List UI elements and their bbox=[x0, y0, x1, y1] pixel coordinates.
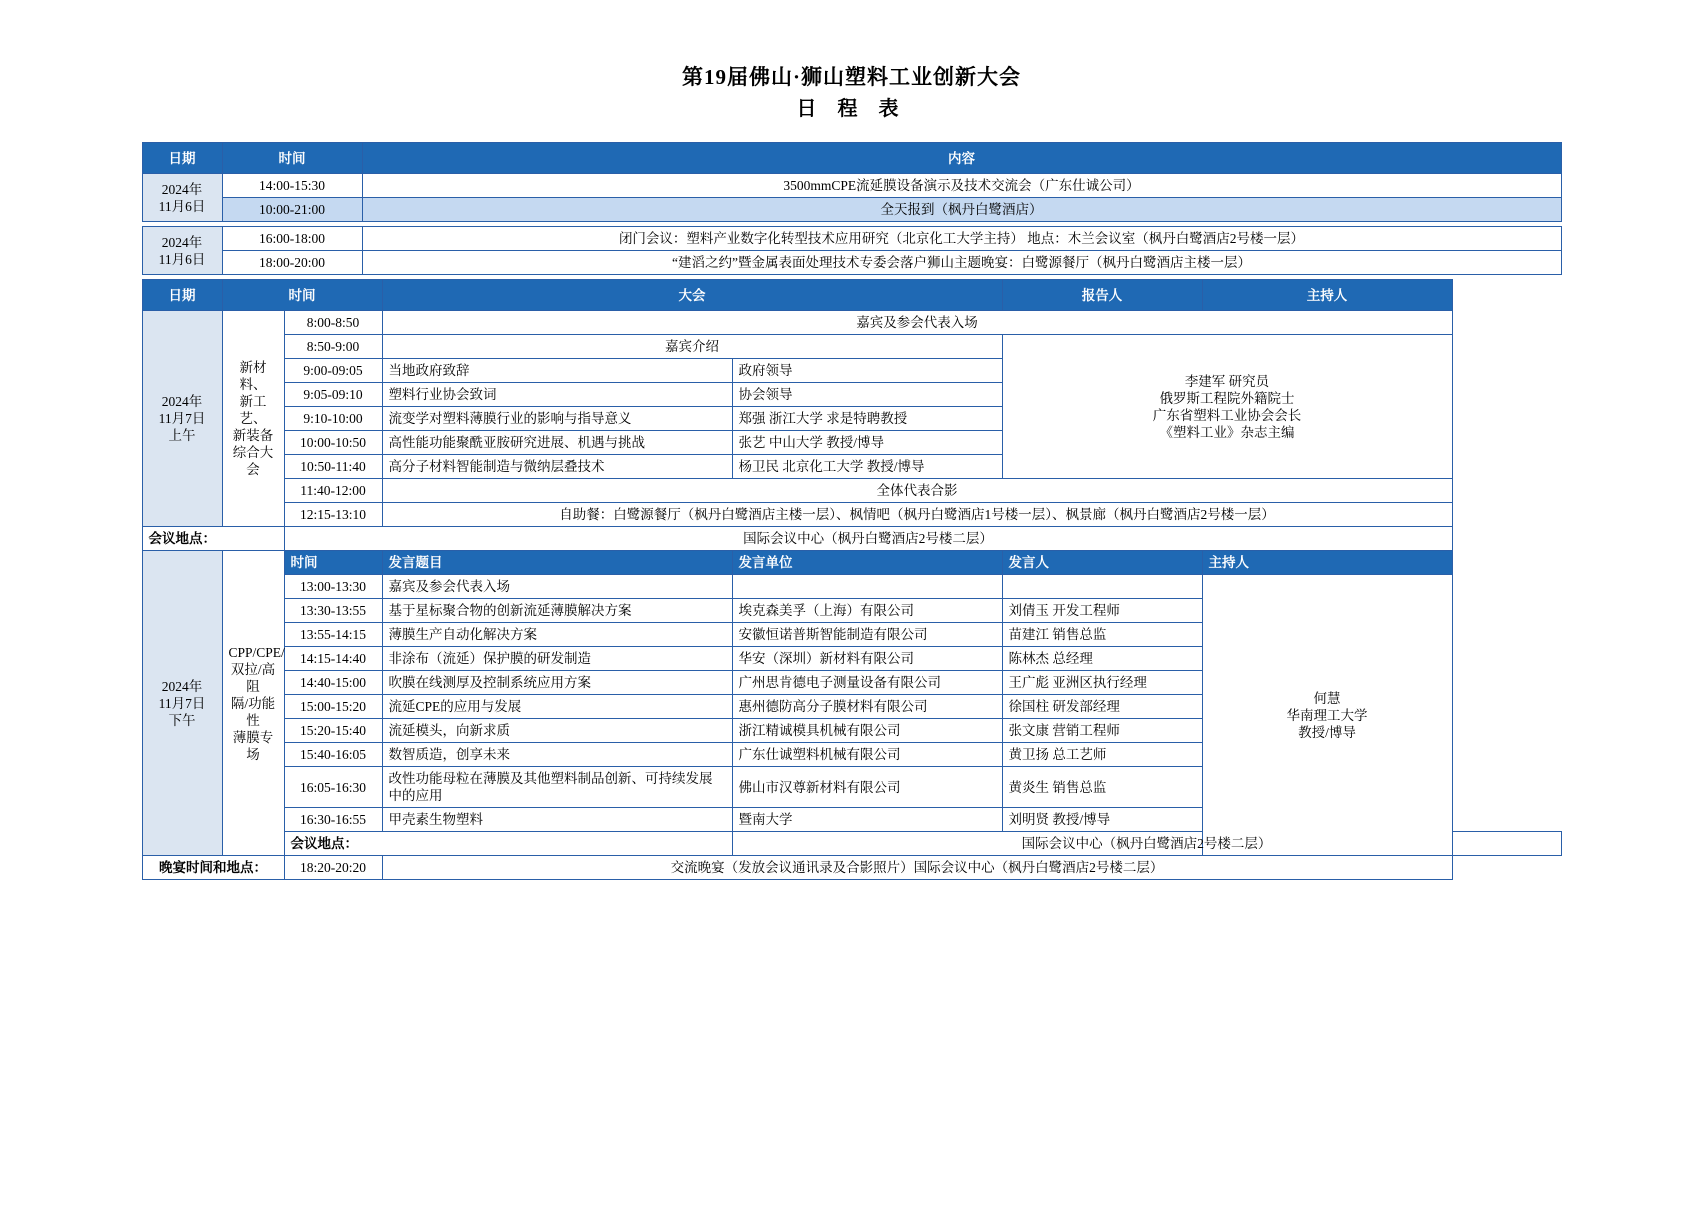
time-cell: 16:00-18:00 bbox=[222, 227, 362, 251]
header-content: 内容 bbox=[362, 143, 1561, 174]
track-label: CPP/CPE/ 双拉/高阻 隔/功能性 薄膜专场 bbox=[222, 551, 284, 856]
org-cell: 惠州德防高分子膜材料有限公司 bbox=[732, 695, 1002, 719]
topic-cell: 流延模头，向新求质 bbox=[382, 719, 732, 743]
table-row bbox=[142, 227, 1561, 251]
banquet-content: 交流晚宴（发放会议通讯录及合影照片）国际会议中心（枫丹白鹭酒店2号楼二层） bbox=[382, 856, 1452, 880]
org-cell: 广东仕诚塑料机械有限公司 bbox=[732, 743, 1002, 767]
time-cell: 10:50-11:40 bbox=[284, 455, 382, 479]
time-cell: 15:40-16:05 bbox=[284, 743, 382, 767]
org-cell: 华安（深圳）新材料有限公司 bbox=[732, 647, 1002, 671]
topic-cell: 当地政府致辞 bbox=[382, 359, 732, 383]
table-row bbox=[142, 251, 1561, 275]
date-line-3: 上午 bbox=[168, 428, 196, 443]
subheader-host: 主持人 bbox=[1202, 551, 1452, 575]
host-line-1: 何慧 bbox=[1313, 690, 1341, 706]
time-cell: 16:05-16:30 bbox=[284, 767, 382, 808]
presenter-cell: 刘倩玉 开发工程师 bbox=[1002, 599, 1202, 623]
presenter-cell bbox=[1002, 575, 1202, 599]
presenter-cell: 张文康 营销工程师 bbox=[1002, 719, 1202, 743]
presenter-cell: 徐国柱 研发部经理 bbox=[1002, 695, 1202, 719]
time-cell: 13:55-14:15 bbox=[284, 623, 382, 647]
speaker-cell: 杨卫民 北京化工大学 教授/博导 bbox=[732, 455, 1002, 479]
banquet-label: 晚宴时间和地点： bbox=[142, 856, 284, 880]
time-cell: 9:10-10:00 bbox=[284, 407, 382, 431]
header-date: 日期 bbox=[142, 280, 222, 311]
time-cell: 8:00-8:50 bbox=[284, 311, 382, 335]
presenter-cell: 黄卫扬 总工艺师 bbox=[1002, 743, 1202, 767]
content-cell: 3500mmCPE流延膜设备演示及技术交流会（广东仕诚公司） bbox=[362, 174, 1561, 198]
subheader-topic: 发言题目 bbox=[382, 551, 732, 575]
host-line-2: 华南理工大学 bbox=[1286, 707, 1368, 723]
table-row-banquet bbox=[142, 856, 1561, 880]
date-cell bbox=[142, 551, 222, 856]
org-cell: 暨南大学 bbox=[732, 808, 1002, 832]
time-cell: 16:30-16:55 bbox=[284, 808, 382, 832]
page-title: 第19届佛山·狮山塑料工业创新大会 bbox=[681, 65, 1021, 89]
date-line-3: 下午 bbox=[168, 712, 196, 728]
date-line-1: 2024年 bbox=[161, 181, 203, 197]
time-cell: 14:15-14:40 bbox=[284, 647, 382, 671]
header-speaker: 报告人 bbox=[1002, 280, 1202, 311]
topic-cell: 吹膜在线测厚及控制系统应用方案 bbox=[382, 671, 732, 695]
document-page bbox=[0, 62, 1703, 1221]
time-cell: 18:00-20:00 bbox=[222, 251, 362, 275]
venue-value: 国际会议中心（枫丹白鹭酒店2号楼二层） bbox=[732, 832, 1561, 856]
header-time: 时间 bbox=[222, 280, 382, 311]
topic-cell: 非涂布（流延）保护膜的研发制造 bbox=[382, 647, 732, 671]
schedule-table-day1-evening bbox=[142, 226, 1562, 275]
org-cell: 广州思肯德电子测量设备有限公司 bbox=[732, 671, 1002, 695]
presenter-cell: 苗建江 销售总监 bbox=[1002, 623, 1202, 647]
time-cell: 15:20-15:40 bbox=[284, 719, 382, 743]
date-line-1: 2024年 bbox=[161, 234, 203, 250]
subheader-presenter: 发言人 bbox=[1002, 551, 1202, 575]
topic-cell: 流延CPE的应用与发展 bbox=[382, 695, 732, 719]
header-time: 时间 bbox=[222, 143, 362, 174]
content-cell: 自助餐：白鹭源餐厅（枫丹白鹭酒店主楼一层）、枫情吧（枫丹白鹭酒店1号楼一层）、枫景廊（枫丹白鹭酒店2号楼一层） bbox=[382, 503, 1452, 527]
title-block bbox=[0, 62, 1703, 124]
banquet-time: 18:20-20:20 bbox=[284, 856, 382, 880]
venue-value: 国际会议中心（枫丹白鹭酒店2号楼二层） bbox=[284, 527, 1452, 551]
subheader-time: 时间 bbox=[284, 551, 382, 575]
host-line-3: 广东省塑料工业协会会长 bbox=[1152, 407, 1302, 423]
time-cell: 10:00-21:00 bbox=[222, 198, 362, 222]
topic-cell: 薄膜生产自动化解决方案 bbox=[382, 623, 732, 647]
date-line-2: 11月7日 bbox=[158, 411, 206, 426]
topic-cell: 甲壳素生物塑料 bbox=[382, 808, 732, 832]
host-line-4: 《塑料工业》杂志主编 bbox=[1159, 424, 1295, 440]
host-cell bbox=[1202, 575, 1452, 856]
date-line-2: 11月6日 bbox=[158, 198, 206, 214]
time-cell: 15:00-15:20 bbox=[284, 695, 382, 719]
date-line-1: 2024年 bbox=[161, 678, 203, 694]
venue-label: 会议地点： bbox=[142, 527, 284, 551]
topic-cell: 数智质造，创享未来 bbox=[382, 743, 732, 767]
time-cell: 9:05-09:10 bbox=[284, 383, 382, 407]
header-conference: 大会 bbox=[382, 280, 1002, 311]
time-cell: 9:00-09:05 bbox=[284, 359, 382, 383]
date-line-1: 2024年 bbox=[161, 394, 203, 409]
presenter-cell: 陈林杰 总经理 bbox=[1002, 647, 1202, 671]
date-cell bbox=[142, 311, 222, 527]
header-host: 主持人 bbox=[1202, 280, 1452, 311]
time-cell: 11:40-12:00 bbox=[284, 479, 382, 503]
host-line-2: 俄罗斯工程院外籍院士 bbox=[1159, 390, 1295, 406]
page-subtitle: 日 程 表 bbox=[796, 98, 907, 120]
speaker-cell: 郑强 浙江大学 求是特聘教授 bbox=[732, 407, 1002, 431]
host-line-1: 李建军 研究员 bbox=[1184, 373, 1270, 389]
topic-cell: 基于星标聚合物的创新流延薄膜解决方案 bbox=[382, 599, 732, 623]
content-cell: 嘉宾介绍 bbox=[382, 335, 1002, 359]
org-cell bbox=[732, 575, 1002, 599]
date-line-2: 11月6日 bbox=[158, 251, 206, 267]
content-cell: “建滔之约”暨金属表面处理技术专委会落户狮山主题晚宴：白鹭源餐厅（枫丹白鹭酒店主楼一层） bbox=[362, 251, 1561, 275]
time-cell: 13:30-13:55 bbox=[284, 599, 382, 623]
host-cell bbox=[1002, 335, 1452, 479]
presenter-cell: 黄炎生 销售总监 bbox=[1002, 767, 1202, 808]
table-subheader-row bbox=[142, 551, 1561, 575]
speaker-cell: 协会领导 bbox=[732, 383, 1002, 407]
speaker-cell: 张艺 中山大学 教授/博导 bbox=[732, 431, 1002, 455]
subheader-org: 发言单位 bbox=[732, 551, 1002, 575]
schedule-table-day2 bbox=[142, 279, 1562, 880]
time-cell: 10:00-10:50 bbox=[284, 431, 382, 455]
date-cell bbox=[142, 174, 222, 222]
topic-cell: 流变学对塑料薄膜行业的影响与指导意义 bbox=[382, 407, 732, 431]
table-row bbox=[142, 479, 1561, 503]
topic-cell: 高分子材料智能制造与微纳层叠技术 bbox=[382, 455, 732, 479]
table-row bbox=[142, 503, 1561, 527]
table-row-venue bbox=[142, 527, 1561, 551]
speaker-cell: 政府领导 bbox=[732, 359, 1002, 383]
time-cell: 14:40-15:00 bbox=[284, 671, 382, 695]
topic-cell: 塑料行业协会致词 bbox=[382, 383, 732, 407]
content-cell: 闭门会议：塑料产业数字化转型技术应用研究（北京化工大学主持） 地点：木兰会议室（枫丹白鹭酒店2号楼一层） bbox=[362, 227, 1561, 251]
venue-label: 会议地点： bbox=[284, 832, 732, 856]
table-header-row bbox=[142, 143, 1561, 174]
org-cell: 浙江精诚模具机械有限公司 bbox=[732, 719, 1002, 743]
org-cell: 佛山市汉尊新材料有限公司 bbox=[732, 767, 1002, 808]
content-cell: 全天报到（枫丹白鹭酒店） bbox=[362, 198, 1561, 222]
presenter-cell: 刘明贤 教授/博导 bbox=[1002, 808, 1202, 832]
content-cell: 嘉宾及参会代表入场 bbox=[382, 311, 1452, 335]
host-line-3: 教授/博导 bbox=[1298, 724, 1356, 740]
time-cell: 12:15-13:10 bbox=[284, 503, 382, 527]
table-row bbox=[142, 575, 1561, 599]
table-header-row bbox=[142, 280, 1561, 311]
content-cell: 全体代表合影 bbox=[382, 479, 1452, 503]
org-cell: 埃克森美孚（上海）有限公司 bbox=[732, 599, 1002, 623]
topic-cell: 高性能功能聚酰亚胺研究进展、机遇与挑战 bbox=[382, 431, 732, 455]
table-row bbox=[142, 174, 1561, 198]
table-row bbox=[142, 335, 1561, 359]
time-cell: 8:50-9:00 bbox=[284, 335, 382, 359]
org-cell: 安徽恒诺普斯智能制造有限公司 bbox=[732, 623, 1002, 647]
header-date: 日期 bbox=[142, 143, 222, 174]
table-row-venue bbox=[142, 832, 1561, 856]
time-cell: 13:00-13:30 bbox=[284, 575, 382, 599]
date-cell bbox=[142, 227, 222, 275]
topic-cell: 嘉宾及参会代表入场 bbox=[382, 575, 732, 599]
topic-cell: 改性功能母粒在薄膜及其他塑料制品创新、可持续发展中的应用 bbox=[382, 767, 732, 808]
table-row bbox=[142, 198, 1561, 222]
date-line-2: 11月7日 bbox=[158, 695, 206, 711]
presenter-cell: 王广彪 亚洲区执行经理 bbox=[1002, 671, 1202, 695]
time-cell: 14:00-15:30 bbox=[222, 174, 362, 198]
track-label: 新材料、 新工艺、 新装备 综合大会 bbox=[222, 311, 284, 527]
schedule-table-day1 bbox=[142, 142, 1562, 222]
table-row bbox=[142, 311, 1561, 335]
